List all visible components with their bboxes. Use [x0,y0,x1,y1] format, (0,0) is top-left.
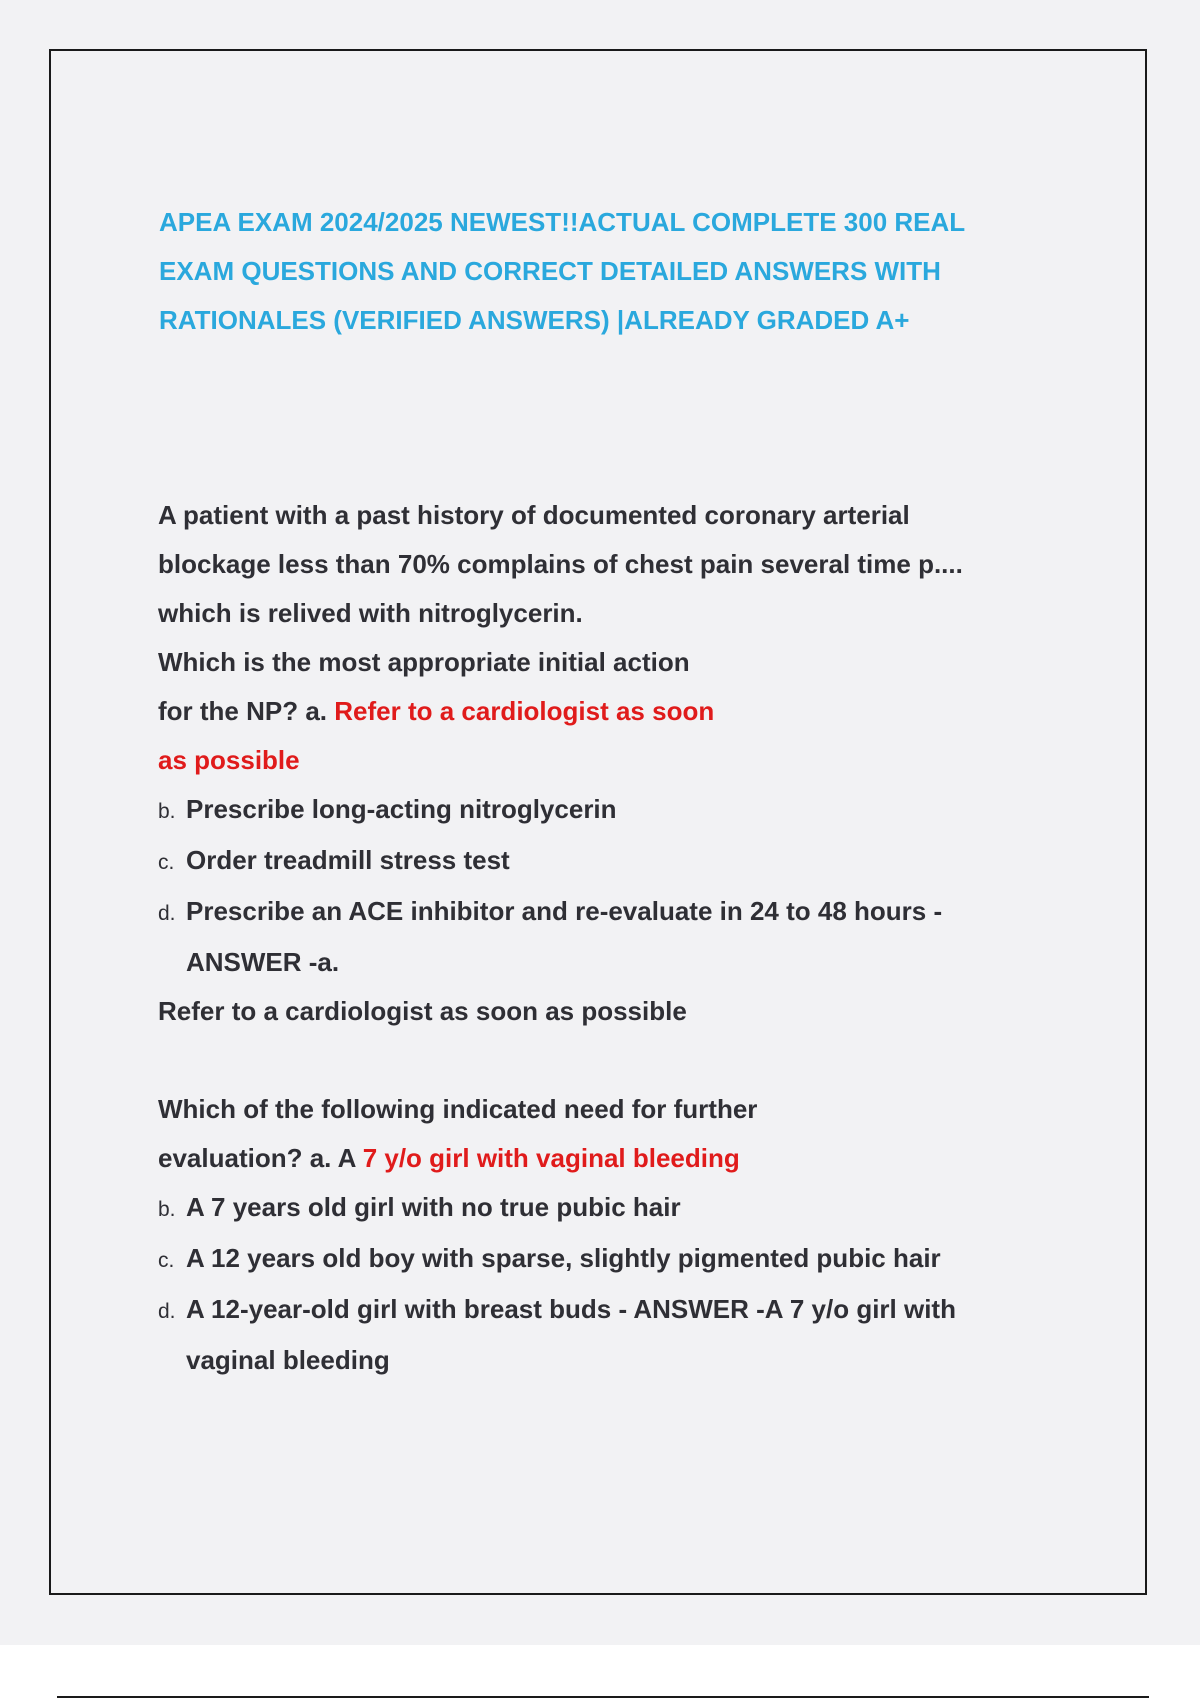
answer-rationale: Refer to a cardiologist as soon as possible [158,996,687,1026]
correct-answer-highlight: Refer to a cardiologist as soon [334,696,715,726]
question-2 [158,1085,1058,1385]
answer-option-c [158,836,1058,887]
next-page-area [0,1645,1200,1700]
title-line: APEA EXAM 2024/2025 NEWEST!!ACTUAL COMPLETE 300 REAL [159,207,966,237]
option-continuation: ANSWER -a. [186,947,340,977]
question-text: A patient with a past history of documented coronary arterial [158,500,910,530]
answer-option-b [158,785,1058,836]
question-text: Which is the most appropriate initial action [158,647,690,677]
option-letter: b. [158,800,176,823]
answer-option-d [158,887,1058,938]
page-divider [57,1696,1149,1698]
answer-option-d [158,1285,1058,1336]
answer-option-b [158,1183,1058,1234]
document-title [159,198,1059,345]
correct-answer-highlight: as possible [158,745,300,775]
option-letter: c. [158,1249,175,1272]
option-text: Order treadmill stress test [186,845,510,875]
question-text: Which of the following indicated need for further [158,1094,758,1124]
option-text: A 12-year-old girl with breast buds - ANSWER -A 7 y/o girl with [186,1294,956,1324]
option-continuation: vaginal bleeding [186,1345,390,1375]
option-letter: b. [158,1198,176,1221]
option-letter: d. [158,1300,176,1323]
title-line: RATIONALES (VERIFIED ANSWERS) |ALREADY GRADED A+ [159,305,910,335]
option-letter: d. [158,902,176,925]
question-text: blockage less than 70% complains of chest pain several time p.... [158,549,963,579]
question-text [158,1134,1058,1183]
title-line: EXAM QUESTIONS AND CORRECT DETAILED ANSWERS WITH [159,256,941,286]
option-text: Prescribe long-acting nitroglycerin [186,794,617,824]
spacer [158,1036,1058,1085]
question-content [158,491,1058,1385]
question-text [158,687,1058,736]
question-prefix: for the NP? a. [158,696,335,726]
option-text: Prescribe an ACE inhibitor and re-evaluate in 24 to 48 hours - [186,896,943,926]
answer-option-c [158,1234,1058,1285]
correct-answer-highlight: 7 y/o girl with vaginal bleeding [362,1143,740,1173]
option-text: A 7 years old girl with no true pubic hair [186,1192,681,1222]
question-1 [158,491,1058,1036]
option-text: A 12 years old boy with sparse, slightly pigmented pubic hair [186,1243,941,1273]
question-prefix: evaluation? a. A [158,1143,363,1173]
question-text: which is relived with nitroglycerin. [158,598,583,628]
option-letter: c. [158,851,175,874]
